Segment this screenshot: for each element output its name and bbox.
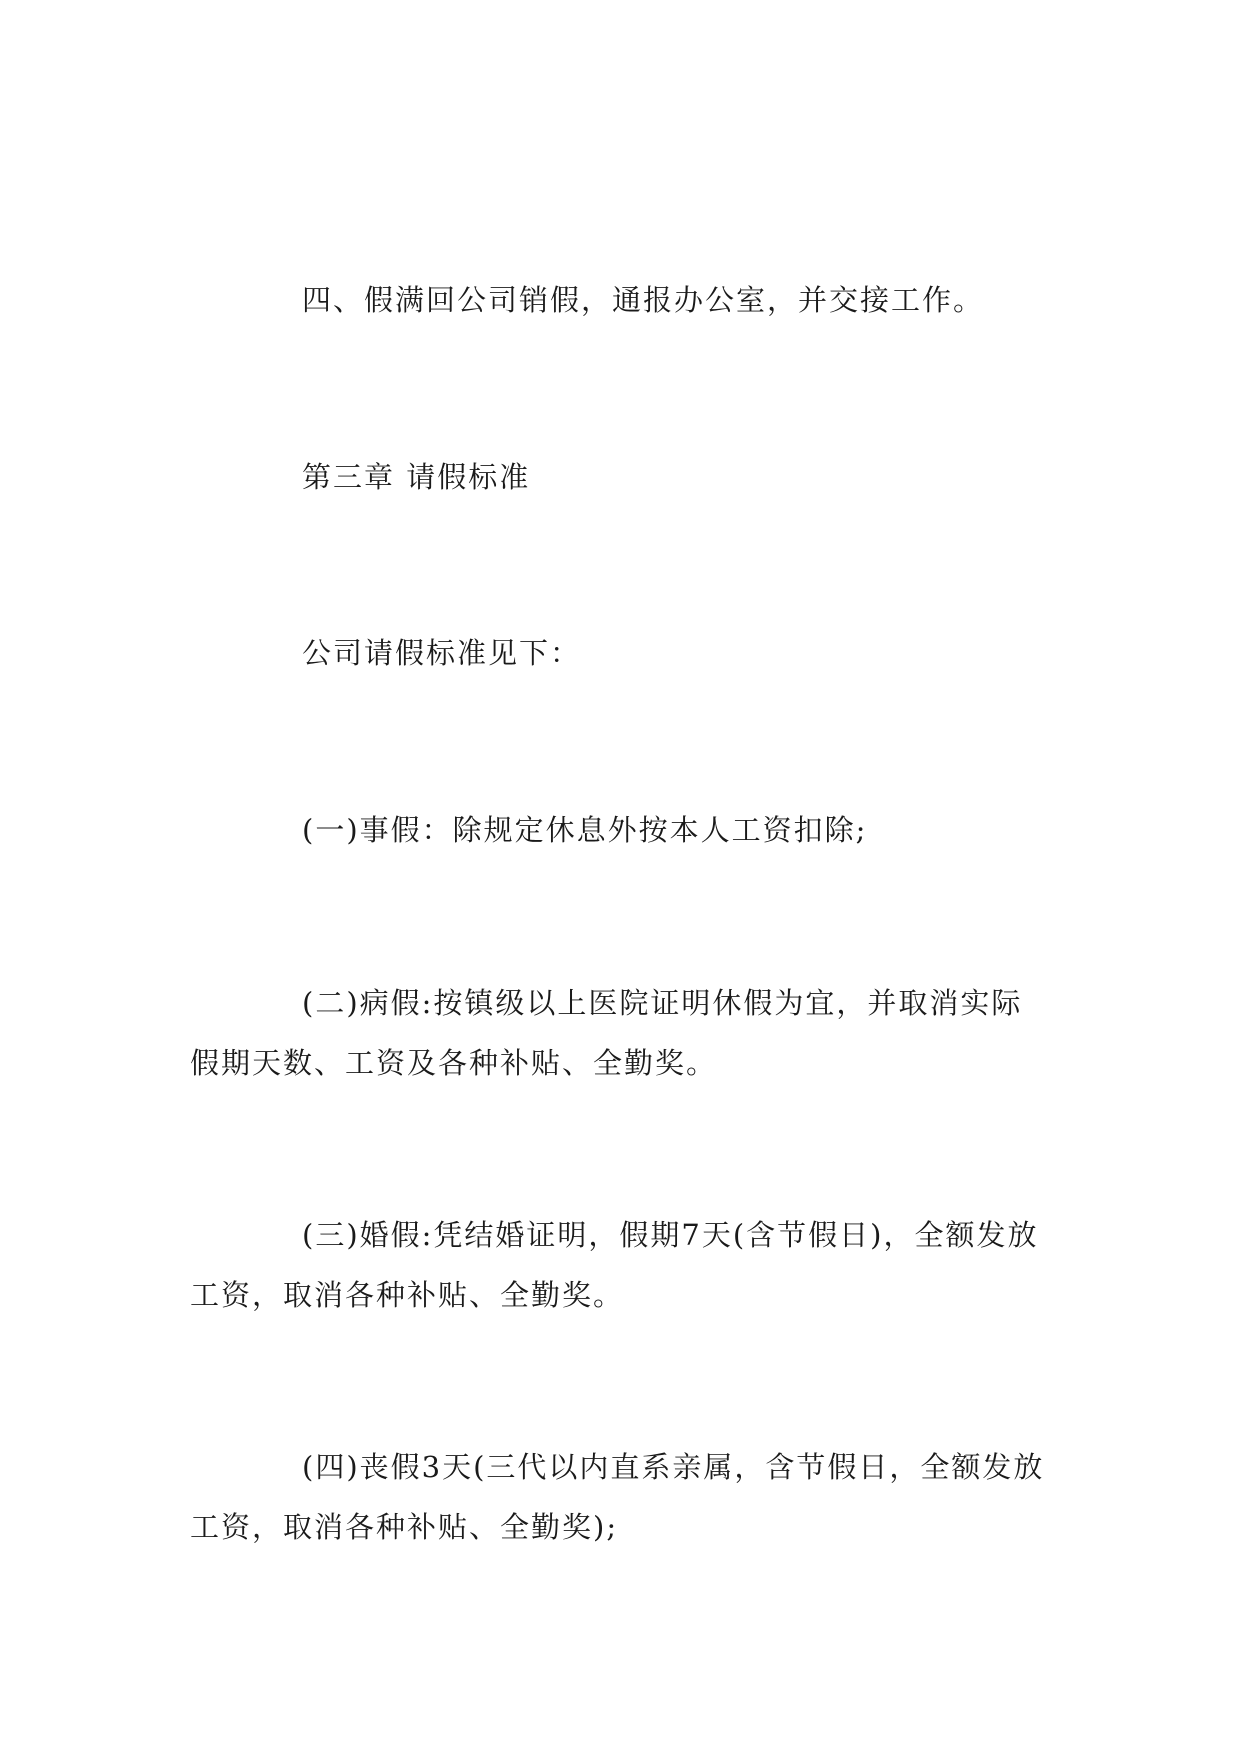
- chapter-heading: 第三章 请假标准: [302, 460, 531, 494]
- paragraph-marriage-leave: (三)婚假:凭结婚证明，假期7天(含节假日)，全额发放工资，取消各种补贴、全勤奖。: [190, 1218, 1039, 1312]
- paragraph-return-from-leave: 四、假满回公司销假，通报办公室，并交接工作。: [302, 283, 985, 317]
- paragraph-personal-leave: (一)事假：除规定休息外按本人工资扣除;: [302, 813, 868, 847]
- paragraph-bereavement-leave: (四)丧假3天(三代以内直系亲属，含节假日，全额发放工资，取消各种补贴、全勤奖);: [190, 1450, 1045, 1544]
- paragraph-sick-leave: (二)病假:按镇级以上医院证明休假为宜，并取消实际假期天数、工资及各种补贴、全勤奖。: [190, 986, 1023, 1080]
- paragraph-intro: 公司请假标准见下：: [302, 636, 582, 670]
